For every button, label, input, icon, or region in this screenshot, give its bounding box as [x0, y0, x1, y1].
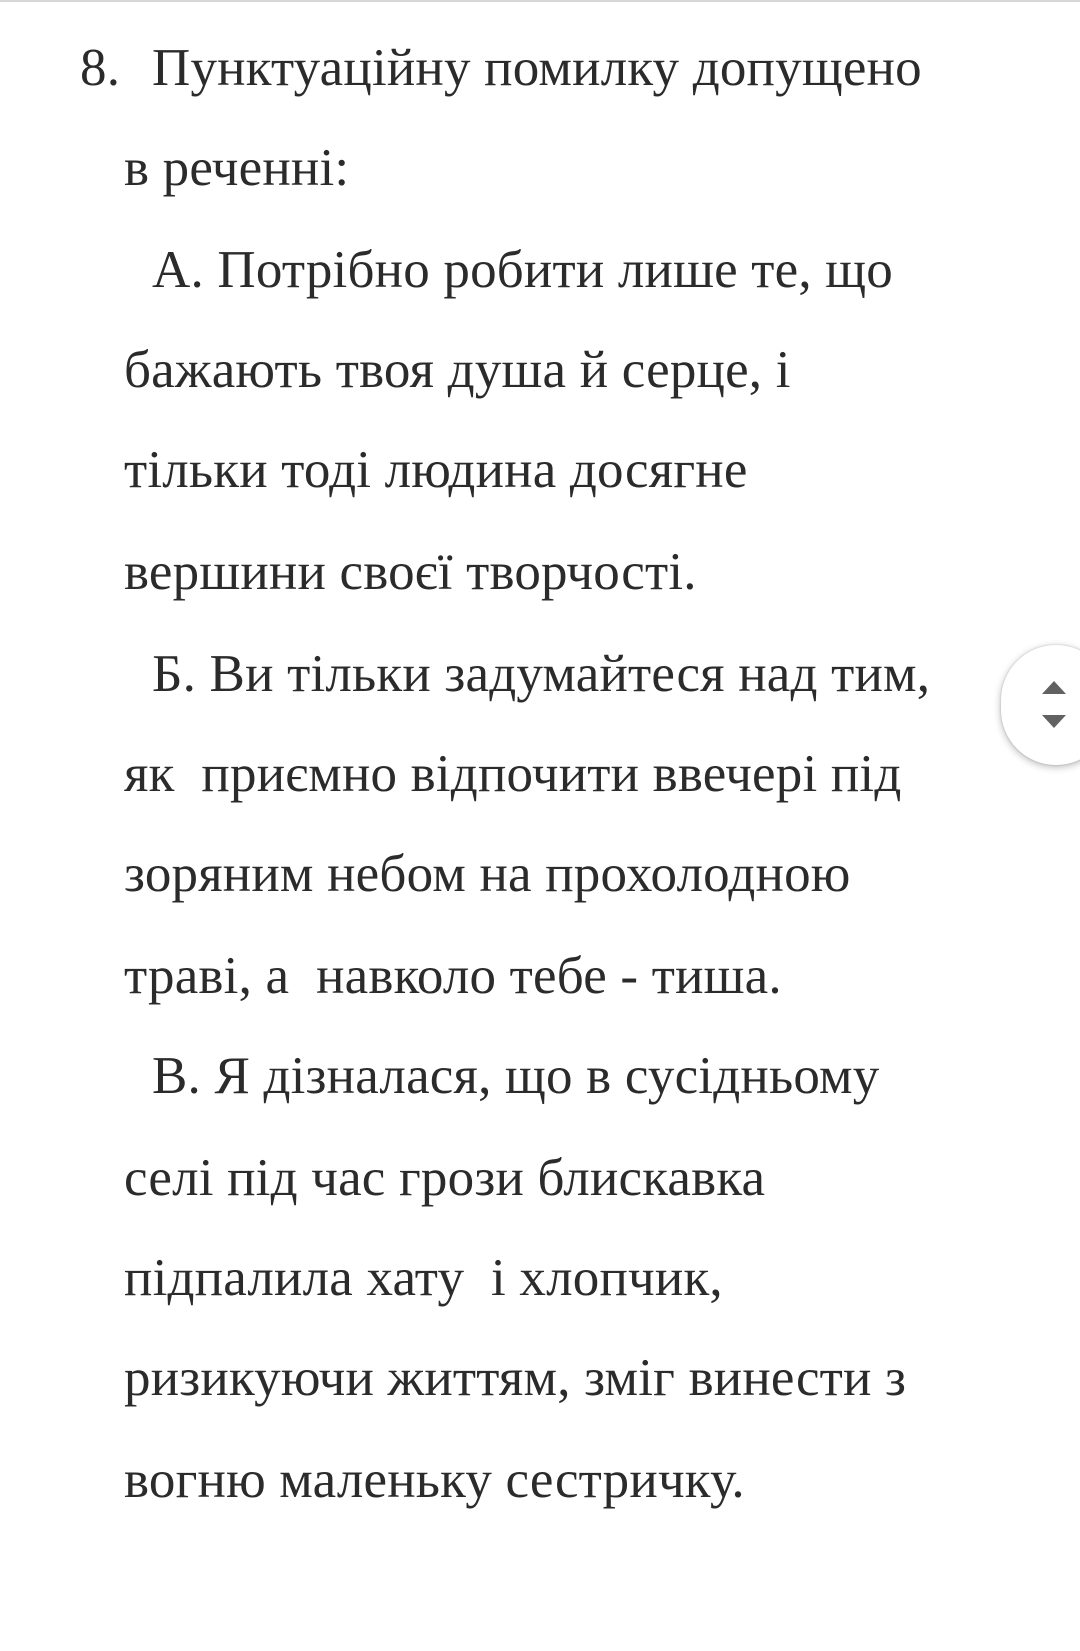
top-divider: [0, 0, 1080, 2]
option-b-line: траві, а навколо тебе - тиша.: [124, 947, 782, 1005]
option-b-line: Б. Ви тільки задумайтеся над тим,: [152, 645, 931, 703]
option-c-line: вогню маленьку сестричку.: [124, 1451, 745, 1509]
scroll-up-icon[interactable]: [1042, 681, 1066, 694]
option-b-line: як приємно відпочити ввечері під: [124, 745, 902, 803]
option-c-line: В. Я дізналася, що в сусідньому: [152, 1047, 880, 1105]
option-a-line: вершини своєї творчості.: [124, 543, 697, 601]
option-c-line: селі під час грози блискавка: [124, 1149, 766, 1207]
question-prompt-line: в реченні:: [124, 139, 350, 197]
option-c-line: ризикуючи життям, зміг винести з: [124, 1349, 907, 1407]
option-a-line: тільки тоді людина досягне: [124, 441, 748, 499]
option-b-line: зоряним небом на прохолодною: [124, 845, 851, 903]
option-a-line: А. Потрібно робити лише те, що: [152, 241, 893, 299]
option-c-line: підпалила хату і хлопчик,: [124, 1249, 723, 1307]
question-number: 8.: [80, 39, 121, 97]
question-prompt-line: Пунктуаційну помилку допущено: [152, 39, 922, 97]
scroll-down-icon[interactable]: [1042, 715, 1066, 728]
option-a-line: бажають твоя душа й серце, і: [124, 341, 791, 399]
page-scroll-control[interactable]: [1001, 645, 1080, 765]
